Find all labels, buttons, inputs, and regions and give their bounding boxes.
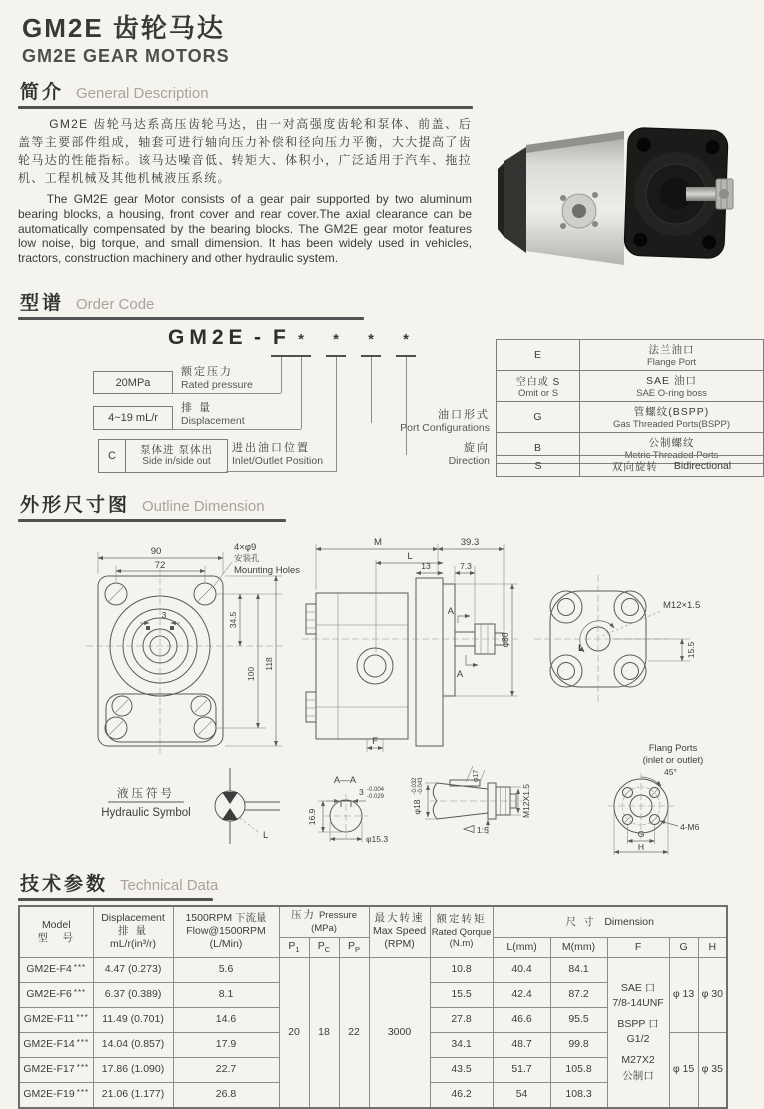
col-dimension-group: 尺 寸 Dimension bbox=[493, 906, 727, 938]
col-displacement: Displacement 排 量 mL/r(in³/r) bbox=[93, 906, 173, 957]
dim-90: 90 bbox=[150, 546, 162, 557]
outline-section-heading bbox=[20, 490, 736, 517]
port-configurations-label: 油口形式 Port Configurations bbox=[400, 409, 490, 434]
col-pressure-group: 压力 Pressure (MPa) bbox=[279, 906, 369, 938]
heading-zh: 型谱 bbox=[20, 293, 65, 314]
table-row: GM2E-F19 *** 21.06 (1.177) 26.8 46.2 54 108.3 bbox=[19, 1082, 727, 1108]
section-rule bbox=[18, 317, 364, 320]
model-code-base: GM2E bbox=[168, 326, 248, 349]
section-general-description bbox=[18, 77, 736, 284]
front-view-drawing bbox=[86, 542, 300, 754]
port-option-row: B 公制螺纹 Metric Threaded Ports bbox=[497, 432, 763, 463]
col-m: M(mm) bbox=[550, 938, 607, 957]
dimension-h-bottom: φ 35 bbox=[698, 1032, 727, 1108]
connector-line bbox=[281, 357, 282, 393]
port-option-row: 空白或 S Omit or S SAE 油口 SAE O-ring boss bbox=[497, 370, 763, 401]
connector-line bbox=[171, 393, 281, 394]
section-a-label-top: A bbox=[447, 606, 454, 617]
heading-zh: 技术参数 bbox=[20, 874, 109, 895]
section-a-label-bottom: A bbox=[456, 669, 464, 680]
shaft-dia-18: φ18 bbox=[412, 799, 422, 815]
hydraulic-symbol bbox=[101, 768, 280, 844]
dim-39-3: 39.3 bbox=[460, 537, 480, 548]
dim-100: 100 bbox=[246, 666, 256, 682]
hydraulic-symbol-en: Hydraulic Symbol bbox=[101, 807, 191, 819]
model-cell: GM2E-F6 *** bbox=[19, 982, 93, 1007]
pressure-box bbox=[93, 371, 173, 394]
dim-118: 118 bbox=[264, 657, 274, 671]
max-speed-value: 3000 bbox=[369, 957, 430, 1108]
dim-15-5: 15.5 bbox=[686, 641, 696, 659]
angle-45: 45° bbox=[664, 767, 677, 777]
dim-l: L bbox=[407, 551, 413, 562]
order-section-heading bbox=[20, 288, 736, 315]
heading-en: Order Code bbox=[76, 296, 155, 313]
direction-option-row bbox=[496, 455, 764, 477]
key-width: 3 bbox=[359, 787, 364, 797]
section-rule bbox=[18, 106, 473, 109]
key-tol-bottom: -0.029 bbox=[367, 794, 385, 800]
col-p1: $P_1$ bbox=[279, 938, 309, 957]
direction-code: S bbox=[497, 456, 580, 476]
dim-m: M bbox=[374, 537, 382, 548]
dimension-f-cell: SAE 口 7/8-14UNF BSPP 口 G1/2 M27X2 公制口 bbox=[607, 957, 669, 1108]
hydraulic-symbol-zh: 液压符号 bbox=[117, 788, 175, 800]
col-l: L(mm) bbox=[493, 938, 550, 957]
connector-line bbox=[226, 471, 336, 472]
model-code-star-3: * bbox=[368, 331, 374, 348]
col-pp: $P_P$ bbox=[339, 938, 369, 957]
port-option-row: E 法兰油口 Flange Port bbox=[497, 340, 763, 370]
mounting-holes-zh: 安装孔 bbox=[234, 553, 260, 563]
table-header-row-1 bbox=[19, 906, 727, 938]
holes-4-m6: 4-M6 bbox=[680, 822, 700, 832]
dim-72: 72 bbox=[154, 560, 166, 571]
port-option-row: G 管螺纹(BSPP) Gas Threaded Ports(BSPP) bbox=[497, 401, 763, 432]
page-header bbox=[18, 8, 736, 67]
inlet-desc: 泵体进 泵体出 Side in/side out bbox=[140, 443, 213, 468]
table-row: GM2E-F6 *** 6.37 (0.389) 8.1 15.5 42.4 87.2 bbox=[19, 982, 727, 1007]
taper-ratio: 1:5 bbox=[477, 825, 489, 835]
key-tol-top: -0.004 bbox=[367, 787, 385, 793]
col-flow: 1500RPM 下流量 Flow@1500RPM (L/Min) bbox=[173, 906, 279, 957]
model-code-dash: - bbox=[254, 326, 261, 349]
rotation-l-label: L bbox=[578, 643, 584, 654]
model-cell: GM2E-F14 *** bbox=[19, 1032, 93, 1057]
section-rule bbox=[18, 519, 286, 522]
model-code-star-2: * bbox=[333, 331, 339, 348]
direction-desc: 双向旋转 Bidirectional bbox=[611, 460, 732, 473]
col-g: G bbox=[669, 938, 698, 957]
mounting-holes-en: Mounting Holes bbox=[234, 565, 301, 576]
dimension-h-top: φ 30 bbox=[698, 957, 727, 1032]
model-code-f: F bbox=[273, 326, 286, 349]
dim-7-3: 7.3 bbox=[460, 561, 472, 571]
general-paragraph-en: The GM2E gear Motor consists of a gear pair supported by two aluminum bearing blocks, a housing, front cover and rear cover.The axial clearance can be automatically compensated by the bearing blocks. The GM2E gear motor features low noise, big torque, and small dimension. It has been widely used in vehicles, tractors, construction machinery and other hydraulic system. bbox=[18, 192, 472, 266]
rear-view-drawing bbox=[534, 575, 700, 703]
thread-m12: M12×1.5 bbox=[663, 600, 701, 611]
flange-ports-drawing bbox=[608, 743, 703, 855]
flange-caption-1: Flang Ports bbox=[648, 743, 698, 754]
shaft-tol-top: -0.032 bbox=[412, 777, 418, 795]
port-options-table bbox=[496, 339, 764, 464]
col-model: Model 型 号 bbox=[19, 906, 93, 957]
dim-key-3: 3 bbox=[161, 610, 167, 620]
inlet-code: C bbox=[99, 440, 126, 472]
model-cell: GM2E-F4 *** bbox=[19, 957, 93, 982]
section-a-a-drawing bbox=[307, 775, 388, 844]
general-text-block bbox=[18, 113, 472, 284]
dimension-g-bottom: φ 15 bbox=[669, 1032, 698, 1108]
model-code-star-1: * bbox=[298, 331, 304, 348]
inlet-outlet-box bbox=[98, 439, 228, 473]
section-title: A—A bbox=[333, 775, 357, 786]
inlet-outlet-label: 进出油口位置 Inlet/Outlet Position bbox=[232, 442, 324, 467]
shaft-dia-17: φ17 bbox=[473, 769, 480, 783]
heading-en: Technical Data bbox=[120, 877, 219, 894]
outline-dimension-drawings bbox=[18, 524, 734, 864]
general-paragraph-zh: GM2E 齿轮马达系高压齿轮马达，由一对高强度齿轮和泵体、前盖、后盖等主要部件组成，轴套可进行轴向压力补偿和径向压力平衡，大大提高了齿轮马达的性能指标。该马达噪音低、转矩大、体积小，广泛适用于汽车、拖拉机、工程机械及其他机械液压系统。 bbox=[18, 117, 472, 185]
shaft-tol-bottom: -0.043 bbox=[418, 777, 424, 795]
gear-motor-photo-illustration bbox=[484, 99, 736, 279]
displacement-box bbox=[93, 406, 173, 430]
model-cell: GM2E-F19 *** bbox=[19, 1082, 93, 1108]
displacement-label: 排 量 Displacement bbox=[181, 402, 245, 427]
dim-g: G bbox=[637, 829, 645, 839]
dim-34-5: 34.5 bbox=[228, 611, 238, 629]
heading-zh: 外形尺寸图 bbox=[20, 495, 131, 516]
model-cell: GM2E-F17 *** bbox=[19, 1057, 93, 1082]
table-row: GM2E-F17 *** 17.86 (1.090) 22.7 43.5 51.7 105.8 bbox=[19, 1057, 727, 1082]
dim-f: F bbox=[372, 736, 378, 747]
pressure-pc-value: 18 bbox=[309, 957, 339, 1108]
pressure-pp-value: 22 bbox=[339, 957, 369, 1108]
side-view-drawing bbox=[302, 537, 518, 752]
model-cell: GM2E-F11 *** bbox=[19, 1007, 93, 1032]
direction-label: 旋向 Direction bbox=[448, 442, 490, 467]
section-rule bbox=[18, 898, 213, 901]
col-f: F bbox=[607, 938, 669, 957]
connector-line bbox=[406, 357, 407, 455]
shaft-thread: M12X1.5 bbox=[521, 783, 531, 819]
connector-line bbox=[301, 357, 302, 429]
symbol-l-label: L bbox=[263, 830, 269, 841]
dim-h: H bbox=[637, 842, 645, 852]
displacement-value: 4~19 mL/r bbox=[108, 412, 158, 424]
dim-13: 13 bbox=[421, 561, 431, 571]
heading-en: Outline Dimension bbox=[142, 498, 265, 515]
section-technical-data bbox=[18, 869, 736, 1109]
heading-zh: 简介 bbox=[20, 82, 65, 103]
col-h: H bbox=[698, 938, 727, 957]
connector-line bbox=[171, 429, 301, 430]
col-max-speed: 最大转速 Max Speed (RPM) bbox=[369, 906, 430, 957]
order-code-diagram bbox=[18, 326, 736, 488]
table-row: GM2E-F4 *** 4.47 (0.273) 5.6 20 18 22 3000 10.8 40.4 84.1 SAE 口 7/8-14UNF BSPP 口 G1/2 M27X2 公制口 φ 13 φ 30 bbox=[19, 957, 727, 982]
section-outline-dimension bbox=[18, 490, 736, 869]
col-pc: $P_C$ bbox=[309, 938, 339, 957]
table-row: GM2E-F14 *** 14.04 (0.857) 17.9 34.1 48.7 99.8 φ 15 φ 35 bbox=[19, 1032, 727, 1057]
tech-section-heading bbox=[20, 869, 736, 896]
section-order-code bbox=[18, 288, 736, 488]
mounting-holes-count: 4×φ9 bbox=[234, 542, 257, 553]
pressure-label: 额定压力 Rated pressure bbox=[181, 366, 253, 391]
table-row: GM2E-F11 *** 11.49 (0.701) 14.6 27.8 46.6 95.5 bbox=[19, 1007, 727, 1032]
pressure-p1-value: 20 bbox=[279, 957, 309, 1108]
dim-d15-3: φ15.3 bbox=[366, 834, 389, 844]
page-title-zh: GM2E 齿轮马达 bbox=[22, 13, 225, 43]
col-rated-torque: 额定转矩 Rated Qorque (N.m) bbox=[430, 906, 493, 957]
key-height-16-9: 16.9 bbox=[307, 808, 317, 826]
product-photo bbox=[472, 99, 736, 284]
connector-line bbox=[336, 357, 337, 472]
page-title-en: GM2E GEAR MOTORS bbox=[22, 46, 230, 66]
model-code-star-4: * bbox=[403, 331, 409, 348]
technical-data-table bbox=[18, 905, 728, 1109]
dimension-g-top: φ 13 bbox=[669, 957, 698, 1032]
flange-caption-2: (inlet or outlet) bbox=[642, 755, 704, 766]
pressure-value: 20MPa bbox=[115, 376, 151, 389]
heading-en: General Description bbox=[76, 85, 209, 102]
dim-d80: φ80 bbox=[500, 632, 510, 648]
shaft-detail-drawing bbox=[412, 766, 531, 835]
